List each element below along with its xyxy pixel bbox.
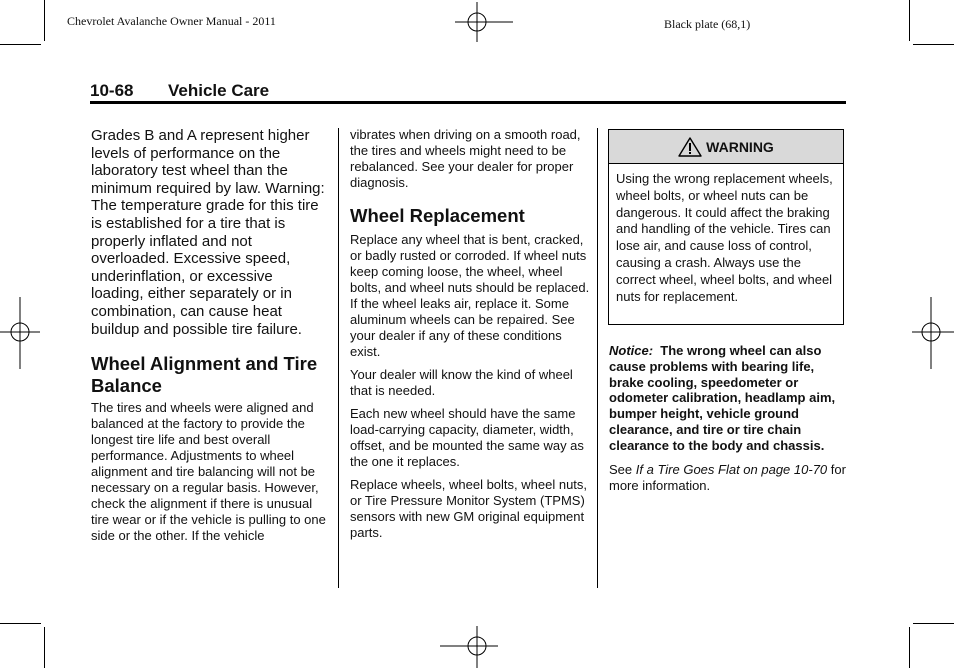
manual-title: Chevrolet Avalanche Owner Manual - 2011 xyxy=(67,14,276,28)
body-paragraph: Replace wheels, wheel bolts, wheel nuts, or Tire Pressure Monitor System (TPMS) sensors with new GM original equipment parts. xyxy=(350,477,588,540)
notice-label: Notice: xyxy=(609,343,654,358)
section-heading: Wheel Alignment and Tire Balance xyxy=(91,353,318,397)
crop-mark xyxy=(0,623,41,624)
column-3-notes xyxy=(609,343,849,494)
crop-mark xyxy=(909,0,910,41)
continued-paragraph: vibrates when driving on a smooth road, the tires and wheels might need to be rebalanced. See your dealer for proper diagnosis. xyxy=(350,127,581,190)
column-divider xyxy=(597,128,598,588)
warning-text: Using the wrong replacement wheels, wheel bolts, or wheel nuts can be dangerous. It could affect the braking and handling of the vehicle. Tires can lose air, and cause loss of control, causing a crash. Always use the correct wheel, wheel bolts, and wheel nuts for replacement. xyxy=(616,171,833,304)
crop-mark xyxy=(913,623,954,624)
intro-paragraph: Grades B and A represent higher levels of performance on the laboratory test wheel than the minimum required by law. Warning: The temperature grade for this tire is established for a tire that is properly inflated and not overloaded. Excessive speed, underinflation, or excessive loading, either separately or in combination, can cause heat buildup and possible tire failure. xyxy=(91,127,325,338)
crop-mark xyxy=(44,627,45,668)
see-suffix: for more information. xyxy=(609,461,846,493)
registration-mark-icon xyxy=(0,297,40,369)
crop-mark xyxy=(44,0,45,41)
see-reference xyxy=(609,462,849,494)
section-title: Vehicle Care xyxy=(168,81,270,100)
plate-label: Black plate (68,1) xyxy=(664,17,751,31)
registration-mark-icon xyxy=(455,2,513,42)
crop-mark xyxy=(0,44,41,45)
column-divider xyxy=(338,128,339,588)
cross-reference-link[interactable]: If a Tire Goes Flat on page 10-70 xyxy=(635,461,828,477)
registration-mark-icon xyxy=(912,297,954,369)
column-2 xyxy=(350,127,590,541)
page-number: 10-68 xyxy=(90,81,134,100)
see-prefix: See xyxy=(609,461,633,477)
section-heading: Wheel Replacement xyxy=(350,205,525,226)
warning-box xyxy=(608,129,844,325)
warning-header xyxy=(609,130,843,164)
body-paragraph: Each new wheel should have the same load-carrying capacity, diameter, width, offset, and be mounted the same way as the one it replaces. xyxy=(350,406,584,469)
column-1 xyxy=(91,127,329,544)
page-heading xyxy=(90,81,269,101)
warning-icon xyxy=(678,137,702,157)
body-paragraph: Replace any wheel that is bent, cracked, or badly rusted or corroded. If wheel nuts keep coming loose, the wheel, wheel bolts, and wheel nuts should be replaced. If the wheel leaks air, replace it. Some aluminum wheels can be repaired. See your dealer if any of these conditions exist. xyxy=(350,232,590,359)
body-paragraph: Your dealer will know the kind of wheel that is needed. xyxy=(350,367,573,398)
crop-mark xyxy=(913,44,954,45)
registration-mark-icon xyxy=(440,626,498,668)
crop-mark xyxy=(909,627,910,668)
warning-label: WARNING xyxy=(706,138,774,155)
notice-paragraph xyxy=(609,343,849,454)
body-paragraph: The tires and wheels were aligned and balanced at the factory to provide the longest tire life and best overall performance. Adjustments to wheel alignment and tire balancing will not be necessary on a regular basis. However, check the alignment if there is unusual tire wear or if the vehicle is pulling to one side or the other. If the vehicle xyxy=(91,400,326,544)
header-rule xyxy=(90,101,846,104)
notice-text: The wrong wheel can also cause problems with bearing life, brake cooling, speedometer or odometer calibration, headlamp aim, bumper height, vehicle ground clearance, and tire or tire chain clearance to the body and chassis. xyxy=(609,343,836,453)
